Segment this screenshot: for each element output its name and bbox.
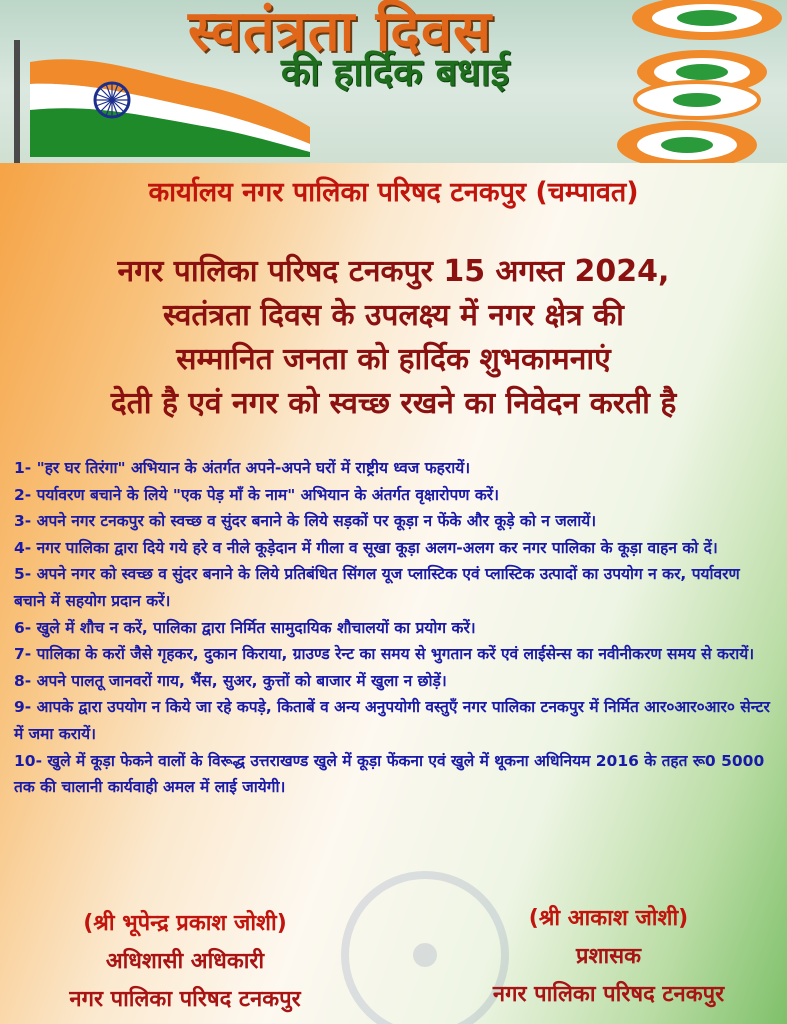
signature-block-left bbox=[0, 905, 370, 1019]
ashoka-chakra-icon bbox=[95, 83, 129, 117]
list-item: 5- अपने नगर को स्वच्छ व सुंदर बनाने के लिये प्रतिबंधित सिंगल यूज प्लास्टिक एवं प्लास्टिक उत्पादों का उपयोग न कर, पर्यावरण बचाने में सहयोग प्रदान करें। bbox=[14, 565, 740, 610]
greeting-line: देती है एवं नगर को स्वच्छ रखने का निवेदन करती है bbox=[110, 386, 677, 421]
list-item: 2- पर्यावरण बचाने के लिये "एक पेड़ माँ के नाम" अभियान के अंतर्गत वृक्षारोपण करें। bbox=[14, 485, 499, 504]
signatory-designation: प्रशासक bbox=[576, 944, 641, 969]
greeting-line: स्वतंत्रता दिवस के उपलक्ष्य में नगर क्षेत्र की bbox=[163, 298, 624, 333]
banner bbox=[0, 0, 787, 163]
signature-block-right bbox=[430, 900, 787, 1014]
office-title: कार्यालय नगर पालिका परिषद टनकपुर (चम्पावत) bbox=[148, 177, 639, 208]
banner-title: स्वतंत्रता दिवस bbox=[188, 0, 492, 64]
greeting-heading bbox=[0, 250, 787, 426]
greeting-line: सम्मानित जनता को हार्दिक शुभकामनाएं bbox=[176, 342, 611, 377]
signatory-name: (श्री भूपेन्द्र प्रकाश जोशी) bbox=[83, 911, 287, 936]
list-item: 9- आपके द्वारा उपयोग न किये जा रहे कपड़े, किताबें व अन्य अनुपयोगी वस्तुएँ नगर पालिका टनकपुर में निर्मित आर०आर०आर० सेन्टर में जमा करायें। bbox=[14, 698, 770, 743]
flag-pole bbox=[14, 40, 20, 163]
list-item: 4- नगर पालिका द्वारा दिये गये हरे व नीले कूड़ेदान में गीला व सूखा कूड़ा अलग-अलग कर नगर पालिका के कूड़ा वाहन को दें। bbox=[14, 538, 718, 557]
greeting-line: नगर पालिका परिषद टनकपुर 15 अगस्त 2024, bbox=[117, 254, 670, 289]
list-item: 7- पालिका के करों जैसे गृहकर, दुकान किराया, ग्राउण्ड रेन्ट का समय से भुगतान करें एवं लाईसेन्स का नवीनीकरण समय से करायें। bbox=[14, 645, 755, 664]
list-item: 3- अपने नगर टनकपुर को स्वच्छ व सुंदर बनाने के लिये सड़कों पर कूड़ा न फेंके और कूड़े को न जलायें। bbox=[14, 512, 597, 531]
tricolor-plate-icon bbox=[597, 0, 787, 163]
banner-subtitle: की हार्दिक बधाई bbox=[280, 50, 510, 94]
list-item: 1- "हर घर तिरंगा" अभियान के अंतर्गत अपने-अपने घरों में राष्ट्रीय ध्वज फहरायें। bbox=[14, 459, 471, 477]
list-item: 6- खुले में शौच न करें, पालिका द्वारा निर्मित सामुदायिक शौचालयों का प्रयोग करें। bbox=[14, 618, 476, 637]
appeal-list bbox=[14, 455, 776, 801]
signatory-org: नगर पालिका परिषद टनकपुर bbox=[492, 982, 725, 1007]
list-item: 8- अपने पालतू जानवरों गाय, भैंस, सुअर, कुत्तों को बाजार में खुला न छोड़ें। bbox=[14, 671, 447, 690]
signatory-name: (श्री आकाश जोशी) bbox=[528, 906, 689, 931]
list-item: 10- खुले में कूड़ा फेकने वालों के विरूद्ध उत्तराखण्ड खुले में कूड़ा फेंकना एवं खुले में थूकना अधिनियम 2016 के तहत रू0 5000 तक की चालानी कार्यवाही अमल में लाई जायेगी। bbox=[14, 751, 765, 797]
signatory-designation: अधिशासी अधिकारी bbox=[105, 949, 265, 974]
signatory-org: नगर पालिका परिषद टनकपुर bbox=[69, 987, 301, 1012]
